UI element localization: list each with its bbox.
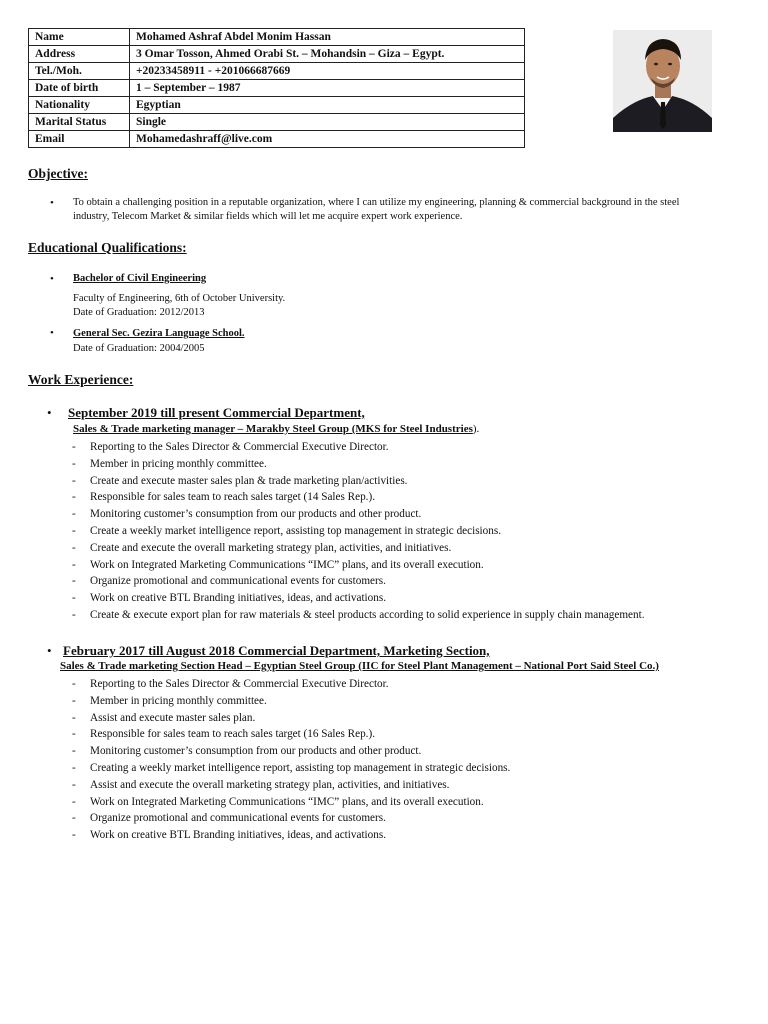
duty-text: Work on creative BTL Branding initiatives, ideas, and activations.: [90, 592, 387, 605]
degree-1-graduation: Date of Graduation: 2012/2013: [73, 307, 205, 318]
info-label: Name: [29, 29, 130, 46]
duty-text: Organize promotional and communicational events for customers.: [90, 575, 386, 588]
info-value: 3 Omar Tosson, Ahmed Orabi St. – Mohandsin – Giza – Egypt.: [130, 46, 525, 63]
profile-photo: [613, 30, 712, 132]
duty-item: [72, 810, 510, 827]
duty-text: Member in pricing monthly committee.: [90, 694, 267, 707]
info-row: [29, 131, 525, 148]
info-label: Date of birth: [29, 80, 130, 97]
duty-text: Responsible for sales team to reach sales target (14 Sales Rep.).: [90, 491, 375, 504]
job-1-duties: [72, 439, 645, 624]
bullet: •: [50, 327, 54, 339]
objective-line-1: To obtain a challenging position in a reputable organization, where I can utilize my engineering, planning & commercial background in the steel: [73, 197, 680, 208]
duty-text: Organize promotional and communicational events for customers.: [90, 812, 386, 825]
duty-item: [72, 473, 645, 490]
dash-marker: -: [72, 592, 76, 605]
dash-marker: -: [72, 608, 76, 621]
info-row: [29, 80, 525, 97]
duty-text: Member in pricing monthly committee.: [90, 457, 267, 470]
dash-marker: -: [72, 728, 76, 741]
duty-text: Work on Integrated Marketing Communications “IMC” plans, and its overall execution.: [90, 795, 484, 808]
dash-marker: -: [72, 508, 76, 521]
bullet: •: [50, 197, 54, 209]
duty-text: Reporting to the Sales Director & Commercial Executive Director.: [90, 678, 389, 690]
dash-marker: -: [72, 457, 76, 470]
duty-item: [72, 590, 645, 607]
info-value: Egyptian: [130, 97, 525, 114]
duty-item: [72, 794, 510, 811]
duty-text: Assist and execute the overall marketing strategy plan, activities, and initiatives.: [90, 778, 450, 791]
dash-marker: -: [72, 524, 76, 537]
dash-marker: -: [72, 795, 76, 808]
dash-marker: -: [72, 474, 76, 487]
dash-marker: -: [72, 745, 76, 758]
duty-item: [72, 557, 645, 574]
duty-item: [72, 726, 510, 743]
duty-text: Reporting to the Sales Director & Commercial Executive Director.: [90, 441, 389, 453]
education-heading: Educational Qualifications:: [28, 240, 187, 255]
duty-item: [72, 489, 645, 506]
dash-marker: -: [72, 558, 76, 571]
duty-text: Create and execute the overall marketing strategy plan, activities, and initiatives.: [90, 541, 452, 554]
degree-1-school: Faculty of Engineering, 6th of October University.: [73, 293, 286, 304]
duty-item: [72, 743, 510, 760]
dash-marker: -: [72, 541, 76, 554]
duty-text: Work on Integrated Marketing Communications “IMC” plans, and its overall execution.: [90, 558, 484, 571]
info-label: Address: [29, 46, 130, 63]
dash-marker: -: [72, 694, 76, 707]
job-1-role-end: ).: [472, 423, 480, 435]
info-row: [29, 97, 525, 114]
dash-marker: -: [72, 829, 76, 842]
duty-item: [72, 693, 510, 710]
info-label: Tel./Moh.: [29, 63, 130, 80]
objective-line-2: industry, Telecom Market & similar fields which will let me acquire expert work experience.: [73, 211, 463, 222]
duty-item: [72, 827, 510, 844]
personal-info-table: [28, 28, 525, 148]
job-2-title: February 2017 till August 2018 Commercial Department, Marketing Section,: [63, 643, 490, 658]
duty-text: Monitoring customer’s consumption from our products and other product.: [90, 508, 422, 521]
info-value: Mohamedashraff@live.com: [130, 131, 525, 148]
bullet: •: [50, 273, 54, 285]
info-value: 1 – September – 1987: [130, 80, 525, 97]
duty-item: [72, 760, 510, 777]
dash-marker: -: [72, 761, 76, 774]
dash-marker: -: [72, 711, 76, 724]
info-label: Nationality: [29, 97, 130, 114]
dash-marker: -: [72, 778, 76, 791]
dash-marker: -: [72, 678, 76, 690]
dash-marker: -: [72, 812, 76, 825]
degree-1-title: Bachelor of Civil Engineering: [73, 273, 207, 284]
duty-item: [72, 676, 510, 693]
objective-heading: Objective:: [28, 166, 88, 181]
duty-text: Work on creative BTL Branding initiatives, ideas, and activations.: [90, 829, 387, 842]
bullet: •: [47, 643, 52, 658]
degree-2-title: General Sec. Gezira Language School.: [73, 328, 245, 339]
job-1-role-text: Sales & Trade marketing manager – Marakby Steel Group (MKS for Steel Industries: [73, 423, 473, 435]
duty-item: [72, 710, 510, 727]
info-label: Marital Status: [29, 114, 130, 131]
duty-item: [72, 439, 645, 456]
duty-item: [72, 540, 645, 557]
duty-item: [72, 573, 645, 590]
duty-text: Create & execute export plan for raw materials & steel products according to solid experience in supply chain management.: [90, 608, 645, 621]
job-2-role: [60, 660, 659, 672]
info-value: Single: [130, 114, 525, 131]
duty-text: Responsible for sales team to reach sales target (16 Sales Rep.).: [90, 728, 375, 741]
info-row: [29, 63, 525, 80]
job-2-role-text: Sales & Trade marketing Section Head – Egyptian Steel Group (IIC for Steel Plant Management – National Port Said Steel Co.): [60, 660, 659, 672]
profile-photo-image: [613, 30, 712, 132]
duty-item: [72, 607, 645, 624]
duty-item: [72, 777, 510, 794]
degree-2-graduation: Date of Graduation: 2004/2005: [73, 343, 205, 354]
objective-text: [73, 196, 743, 224]
duty-text: Monitoring customer’s consumption from our products and other product.: [90, 745, 422, 758]
duty-text: Create and execute master sales plan & trade marketing plan/activities.: [90, 474, 408, 487]
info-row: [29, 46, 525, 63]
job-1-title: September 2019 till present Commercial Department,: [68, 405, 365, 420]
duty-text: Create a weekly market intelligence report, assisting top management in strategic decisions.: [90, 524, 502, 537]
dash-marker: -: [72, 491, 76, 504]
info-value: Mohamed Ashraf Abdel Monim Hassan: [130, 29, 525, 46]
duty-text: Assist and execute master sales plan.: [90, 711, 256, 724]
duty-item: [72, 456, 645, 473]
dash-marker: -: [72, 441, 76, 453]
duty-item: [72, 523, 645, 540]
job-2-duties: [72, 676, 510, 844]
info-row: [29, 29, 525, 46]
job-1-role: [73, 423, 479, 435]
dash-marker: -: [72, 575, 76, 588]
info-value: +20233458911 - +201066687669: [130, 63, 525, 80]
duty-text: Creating a weekly market intelligence report, assisting top management in strategic decisions.: [90, 761, 511, 774]
info-row: [29, 114, 525, 131]
duty-item: [72, 506, 645, 523]
info-label: Email: [29, 131, 130, 148]
work-heading: Work Experience:: [28, 372, 134, 387]
bullet: •: [47, 405, 52, 420]
